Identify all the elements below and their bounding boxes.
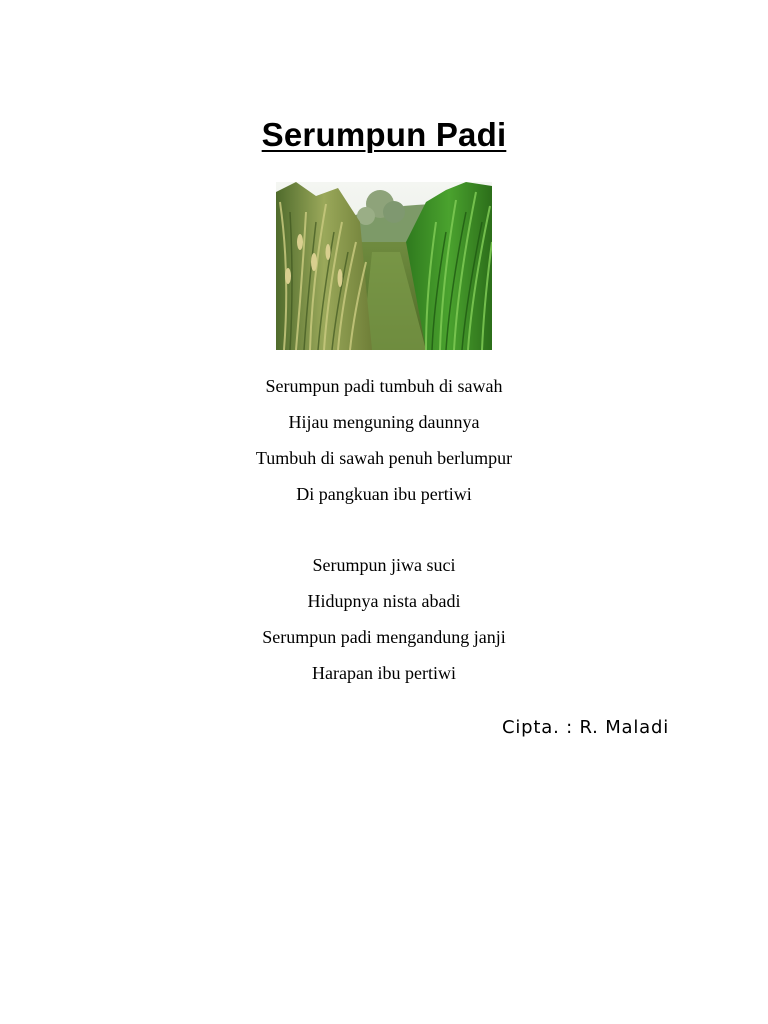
stanza-line: Tumbuh di sawah penuh berlumpur [255,448,513,468]
stanza-line: Serumpun padi mengandung janji [262,627,506,647]
rice-paddy-photo [276,182,492,350]
stanza-line: Hidupnya nista abadi [307,591,461,611]
author-credit: Cipta. : R. Maladi [502,717,670,738]
stanza-line: Serumpun jiwa suci [312,555,456,575]
stanza-2 [0,547,768,691]
stanza-line: Serumpun padi tumbuh di sawah [265,376,503,396]
stanza-line: Harapan ibu pertiwi [312,663,456,683]
stanza-line: Hijau menguning daunnya [288,412,480,432]
rice-paddy-field-photo-icon [276,182,492,350]
stanza-1 [0,368,768,512]
song-title: Serumpun Padi [261,116,507,153]
stanza-line: Di pangkuan ibu pertiwi [296,484,472,504]
